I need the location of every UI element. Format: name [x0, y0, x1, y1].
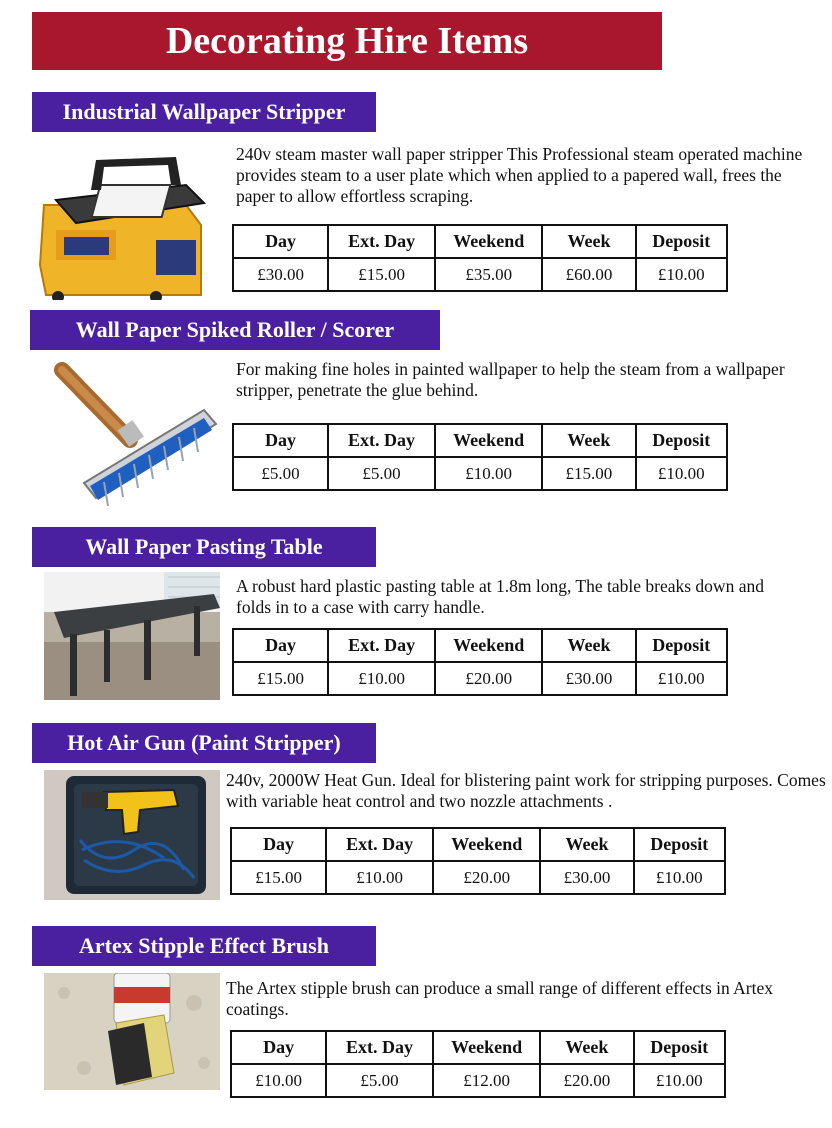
price-row [233, 662, 727, 695]
page-title: Decorating Hire Items [32, 12, 662, 70]
price-week: £60.00 [542, 258, 635, 291]
item-description: A robust hard plastic pasting table at 1.8m long, The table breaks down and folds in to a case with carry handle. [236, 576, 764, 617]
price-row [233, 457, 727, 490]
col-ext-day: Ext. Day [328, 424, 435, 457]
col-week: Week [540, 828, 633, 861]
price-day: £5.00 [233, 457, 328, 490]
col-ext-day: Ext. Day [326, 1031, 433, 1064]
item-heading-wallpaper-stripper: Industrial Wallpaper Stripper [32, 92, 376, 132]
item-heading-hot-air-gun: Hot Air Gun (Paint Stripper) [32, 723, 376, 763]
col-week: Week [542, 225, 635, 258]
pasting-table-photo [44, 572, 220, 700]
price-weekend: £35.00 [435, 258, 542, 291]
col-week: Week [540, 1031, 633, 1064]
price-row [231, 861, 725, 894]
item-heading-pasting-table: Wall Paper Pasting Table [32, 527, 376, 567]
item-description: 240v steam master wall paper stripper This Professional steam operated machine provides steam to a user plate which when applied to a papered wall, frees the paper to allow effortless scraping. [236, 144, 803, 206]
price-deposit: £10.00 [634, 1064, 725, 1097]
price-ext-day: £10.00 [328, 662, 435, 695]
col-deposit: Deposit [634, 1031, 725, 1064]
wallpaper-stripper-photo [36, 145, 206, 300]
price-week: £30.00 [540, 861, 633, 894]
price-deposit: £10.00 [636, 662, 727, 695]
col-ext-day: Ext. Day [326, 828, 433, 861]
price-ext-day: £5.00 [328, 457, 435, 490]
item-heading-stipple-brush: Artex Stipple Effect Brush [32, 926, 376, 966]
price-ext-day: £15.00 [328, 258, 435, 291]
price-week: £30.00 [542, 662, 635, 695]
col-deposit: Deposit [634, 828, 725, 861]
col-week: Week [542, 424, 635, 457]
stipple-brush-photo [44, 973, 220, 1090]
col-weekend: Weekend [435, 629, 542, 662]
col-weekend: Weekend [435, 225, 542, 258]
price-day: £10.00 [231, 1064, 326, 1097]
price-table [232, 628, 728, 696]
price-row [233, 258, 727, 291]
price-deposit: £10.00 [634, 861, 725, 894]
price-ext-day: £10.00 [326, 861, 433, 894]
col-day: Day [231, 1031, 326, 1064]
price-deposit: £10.00 [636, 457, 727, 490]
col-deposit: Deposit [636, 424, 727, 457]
price-row [231, 1064, 725, 1097]
price-weekend: £20.00 [433, 861, 540, 894]
spiked-roller-photo [44, 358, 220, 513]
price-week: £15.00 [542, 457, 635, 490]
col-deposit: Deposit [636, 629, 727, 662]
col-ext-day: Ext. Day [328, 225, 435, 258]
price-weekend: £10.00 [435, 457, 542, 490]
price-day: £30.00 [233, 258, 328, 291]
price-table [232, 224, 728, 292]
item-heading-spiked-roller: Wall Paper Spiked Roller / Scorer [30, 310, 440, 350]
col-weekend: Weekend [433, 828, 540, 861]
price-weekend: £12.00 [433, 1064, 540, 1097]
heat-gun-photo [44, 770, 220, 900]
price-table [230, 827, 726, 895]
price-table [230, 1030, 726, 1098]
price-weekend: £20.00 [435, 662, 542, 695]
item-description: For making fine holes in painted wallpaper to help the steam from a wallpaper stripper, penetrate the glue behind. [236, 359, 785, 400]
price-week: £20.00 [540, 1064, 633, 1097]
col-ext-day: Ext. Day [328, 629, 435, 662]
price-deposit: £10.00 [636, 258, 727, 291]
col-weekend: Weekend [433, 1031, 540, 1064]
price-table [232, 423, 728, 491]
price-day: £15.00 [231, 861, 326, 894]
item-description: 240v, 2000W Heat Gun. Ideal for blistering paint work for stripping purposes. Comes with variable heat control and two nozzle attachments . [226, 770, 826, 811]
col-deposit: Deposit [636, 225, 727, 258]
item-description: The Artex stipple brush can produce a small range of different effects in Artex coatings. [226, 978, 774, 1019]
col-day: Day [231, 828, 326, 861]
col-weekend: Weekend [435, 424, 542, 457]
col-week: Week [542, 629, 635, 662]
col-day: Day [233, 225, 328, 258]
price-ext-day: £5.00 [326, 1064, 433, 1097]
price-day: £15.00 [233, 662, 328, 695]
col-day: Day [233, 424, 328, 457]
col-day: Day [233, 629, 328, 662]
